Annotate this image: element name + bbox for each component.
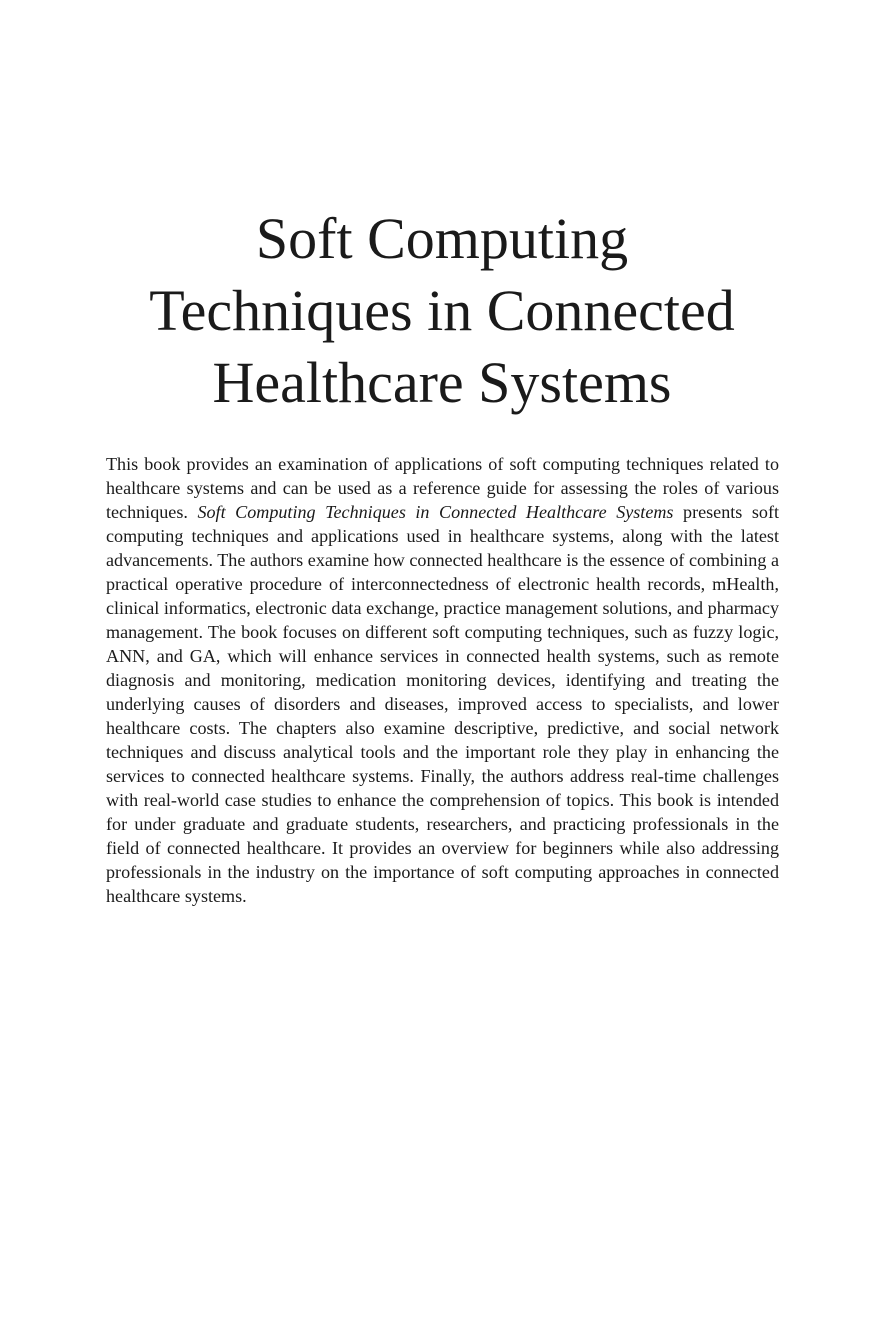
description-italic-title: Soft Computing Techniques in Connected Healthcare Systems — [197, 502, 674, 522]
book-title-line-3: Healthcare Systems — [212, 350, 672, 415]
description-part-2: presents soft computing techniques and applications used in healthcare systems, along with the latest advancements. The authors examine how connected healthcare is the essence of combining a practical operative procedure of interconnectedness of electronic health records, mHealth, clinical informatics, electronic data exchange, practice management solutions, and pharmacy management. The book focuses on different soft computing techniques, such as fuzzy logic, ANN, and GA, which will enhance services in connected health systems, such as remote diagnosis and monitoring, medication monitoring devices, identifying and treating the underlying causes of disorders and diseases, improved access to specialists, and lower healthcare costs. The chapters also examine descriptive, predictive, and social network techniques and discuss analytical tools and the important role they play in enhancing the services to connected healthcare systems. Finally, the authors address real-time challenges with real-world case studies to enhance the comprehension of topics. This book is intended for under graduate and graduate students, researchers, and practicing professionals in the field of connected healthcare. It provides an overview for beginners while also addressing professionals in the industry on the importance of soft computing approaches in connected healthcare systems. — [106, 502, 779, 906]
book-title-line-2: Techniques in Connected — [149, 278, 735, 343]
book-title-line-1: Soft Computing — [255, 206, 629, 271]
book-title — [0, 203, 884, 419]
description-part-1: This book provides an examination of applications of soft computing techniques related to healthcare systems and can be used as a reference guide for assessing the roles of various techniques. — [106, 454, 779, 522]
book-description — [106, 452, 779, 908]
